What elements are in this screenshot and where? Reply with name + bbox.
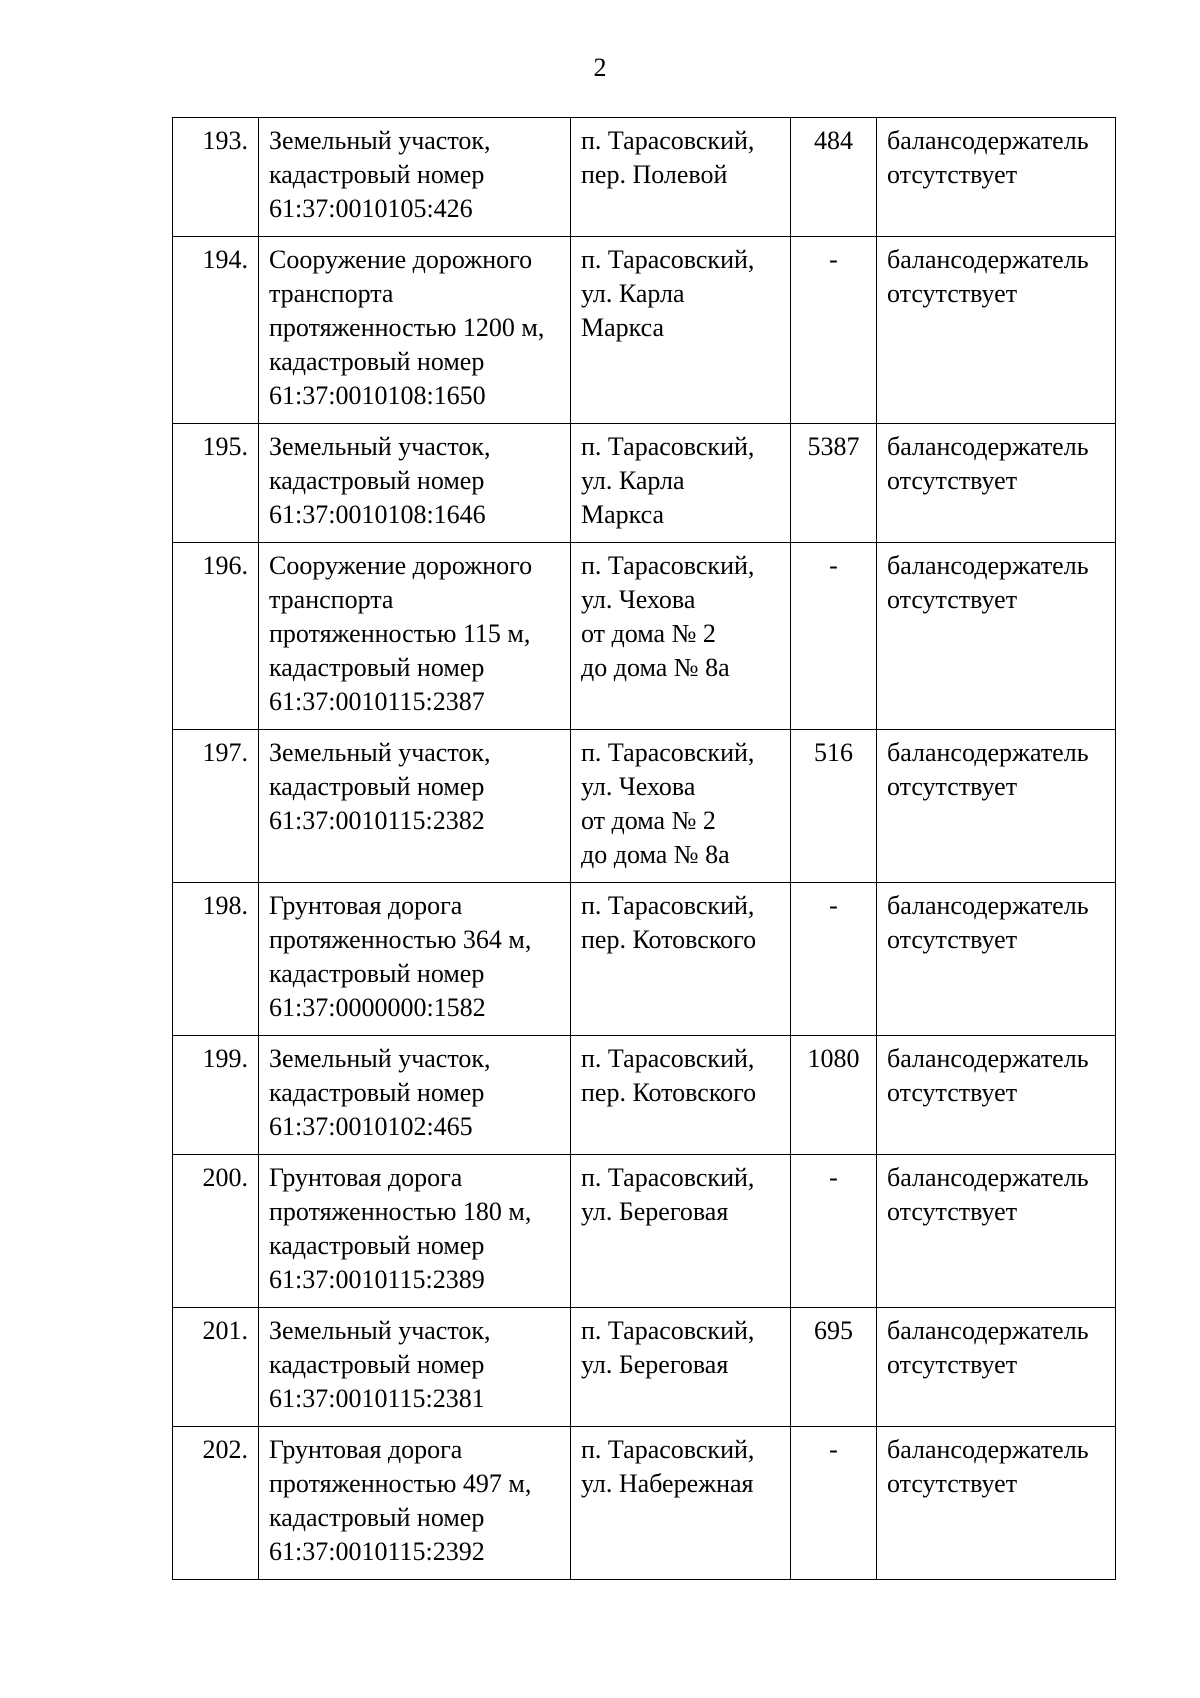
object-address [571, 883, 791, 1036]
balance-holder-line: отсутствует [887, 772, 1018, 801]
object-name-line: 61:37:0010102:465 [269, 1112, 473, 1141]
object-address-line: п. Тарасовский, [581, 432, 755, 461]
object-name-line: Земельный участок, [269, 432, 491, 461]
object-address-line: п. Тарасовский, [581, 891, 755, 920]
object-address-line: п. Тарасовский, [581, 1316, 755, 1345]
table-row [173, 543, 1116, 730]
object-name [259, 883, 571, 1036]
object-name-line: Грунтовая дорога [269, 1163, 463, 1192]
table-row [173, 424, 1116, 543]
object-name-line: 61:37:0010115:2389 [269, 1265, 485, 1294]
balance-holder-line: отсутствует [887, 279, 1018, 308]
table-row [173, 1036, 1116, 1155]
object-name-line: протяженностью 497 м, [269, 1469, 532, 1498]
object-area: - [791, 1155, 877, 1308]
object-name-line: Земельный участок, [269, 126, 491, 155]
balance-holder-line: балансодержатель [887, 738, 1089, 767]
balance-holder-line: балансодержатель [887, 245, 1089, 274]
object-address-line: п. Тарасовский, [581, 1044, 755, 1073]
row-number: 196. [173, 543, 259, 730]
object-address-line: пер. Полевой [581, 160, 728, 189]
object-name-line: протяженностью 115 м, [269, 619, 531, 648]
balance-holder-line: балансодержатель [887, 891, 1089, 920]
table-row [173, 237, 1116, 424]
object-area: 516 [791, 730, 877, 883]
object-name-line: кадастровый номер [269, 466, 485, 495]
row-number: 202. [173, 1427, 259, 1580]
object-address [571, 543, 791, 730]
balance-holder-line: балансодержатель [887, 1044, 1089, 1073]
object-name-line: транспорта [269, 279, 394, 308]
object-address [571, 1308, 791, 1427]
object-area: 484 [791, 118, 877, 237]
object-name-line: 61:37:0010115:2387 [269, 687, 485, 716]
table-row [173, 1308, 1116, 1427]
balance-holder-line: отсутствует [887, 466, 1018, 495]
balance-holder-line: отсутствует [887, 1078, 1018, 1107]
balance-holder-line: балансодержатель [887, 551, 1089, 580]
row-number: 201. [173, 1308, 259, 1427]
balance-holder [877, 543, 1116, 730]
object-name-line: кадастровый номер [269, 1078, 485, 1107]
object-address [571, 1427, 791, 1580]
object-area: 5387 [791, 424, 877, 543]
object-name [259, 424, 571, 543]
registry-table-body [173, 118, 1116, 1580]
object-address-line: ул. Береговая [581, 1197, 729, 1226]
object-address-line: п. Тарасовский, [581, 126, 755, 155]
object-name-line: протяженностью 364 м, [269, 925, 532, 954]
balance-holder [877, 424, 1116, 543]
row-number: 199. [173, 1036, 259, 1155]
object-name-line: Грунтовая дорога [269, 1435, 463, 1464]
object-area: - [791, 543, 877, 730]
object-address-line: пер. Котовского [581, 925, 757, 954]
balance-holder [877, 730, 1116, 883]
table-row [173, 1427, 1116, 1580]
object-address-line: п. Тарасовский, [581, 738, 755, 767]
object-name-line: протяженностью 180 м, [269, 1197, 532, 1226]
object-address-line: Маркса [581, 313, 665, 342]
row-number: 193. [173, 118, 259, 237]
property-registry-table [172, 117, 1116, 1580]
object-name [259, 118, 571, 237]
table-row [173, 730, 1116, 883]
balance-holder-line: балансодержатель [887, 1163, 1089, 1192]
object-address-line: ул. Карла [581, 466, 685, 495]
row-number: 198. [173, 883, 259, 1036]
object-address [571, 118, 791, 237]
balance-holder [877, 237, 1116, 424]
object-address-line: до дома № 8а [581, 840, 730, 869]
object-name [259, 543, 571, 730]
object-name-line: транспорта [269, 585, 394, 614]
balance-holder [877, 1036, 1116, 1155]
row-number: 200. [173, 1155, 259, 1308]
object-area: - [791, 1427, 877, 1580]
object-name-line: протяженностью 1200 м, [269, 313, 545, 342]
object-name-line: 61:37:0010115:2381 [269, 1384, 485, 1413]
object-area: - [791, 883, 877, 1036]
object-name-line: кадастровый номер [269, 1350, 485, 1379]
object-name-line: Сооружение дорожного [269, 245, 533, 274]
balance-holder [877, 118, 1116, 237]
object-address-line: ул. Карла [581, 279, 685, 308]
balance-holder [877, 1155, 1116, 1308]
object-name-line: Земельный участок, [269, 1316, 491, 1345]
balance-holder-line: отсутствует [887, 1350, 1018, 1379]
object-name-line: 61:37:0010115:2392 [269, 1537, 485, 1566]
row-number: 195. [173, 424, 259, 543]
object-area: - [791, 237, 877, 424]
object-address-line: от дома № 2 [581, 619, 716, 648]
object-address-line: п. Тарасовский, [581, 245, 755, 274]
object-name-line: кадастровый номер [269, 347, 485, 376]
object-address [571, 730, 791, 883]
balance-holder [877, 1427, 1116, 1580]
object-name-line: кадастровый номер [269, 772, 485, 801]
object-name-line: 61:37:0010115:2382 [269, 806, 485, 835]
object-name-line: 61:37:0010105:426 [269, 194, 473, 223]
object-name [259, 1427, 571, 1580]
object-name-line: Грунтовая дорога [269, 891, 463, 920]
balance-holder-line: отсутствует [887, 1197, 1018, 1226]
object-address [571, 1155, 791, 1308]
balance-holder-line: балансодержатель [887, 1435, 1089, 1464]
balance-holder-line: отсутствует [887, 925, 1018, 954]
object-name-line: 61:37:0010108:1650 [269, 381, 486, 410]
page-number: 2 [593, 53, 607, 82]
object-name-line: кадастровый номер [269, 1503, 485, 1532]
balance-holder [877, 883, 1116, 1036]
object-address-line: от дома № 2 [581, 806, 716, 835]
object-name-line: кадастровый номер [269, 160, 485, 189]
object-name-line: кадастровый номер [269, 653, 485, 682]
object-area: 695 [791, 1308, 877, 1427]
row-number: 197. [173, 730, 259, 883]
object-name [259, 1155, 571, 1308]
object-name [259, 237, 571, 424]
object-name-line: 61:37:0000000:1582 [269, 993, 486, 1022]
balance-holder [877, 1308, 1116, 1427]
object-name [259, 730, 571, 883]
object-address-line: ул. Набережная [581, 1469, 754, 1498]
balance-holder-line: отсутствует [887, 1469, 1018, 1498]
object-address [571, 237, 791, 424]
object-address [571, 1036, 791, 1155]
object-name [259, 1036, 571, 1155]
object-address-line: пер. Котовского [581, 1078, 757, 1107]
object-address-line: ул. Чехова [581, 585, 696, 614]
object-name-line: Земельный участок, [269, 1044, 491, 1073]
object-name-line: кадастровый номер [269, 1231, 485, 1260]
balance-holder-line: отсутствует [887, 585, 1018, 614]
object-address-line: ул. Чехова [581, 772, 696, 801]
balance-holder-line: балансодержатель [887, 432, 1089, 461]
object-address-line: Маркса [581, 500, 665, 529]
table-row [173, 883, 1116, 1036]
object-name-line: кадастровый номер [269, 959, 485, 988]
object-name-line: Земельный участок, [269, 738, 491, 767]
object-address-line: п. Тарасовский, [581, 1163, 755, 1192]
balance-holder-line: балансодержатель [887, 1316, 1089, 1345]
balance-holder-line: балансодержатель [887, 126, 1089, 155]
object-address-line: ул. Береговая [581, 1350, 729, 1379]
object-name-line: 61:37:0010108:1646 [269, 500, 486, 529]
object-area: 1080 [791, 1036, 877, 1155]
table-row [173, 1155, 1116, 1308]
object-address-line: п. Тарасовский, [581, 551, 755, 580]
object-address-line: до дома № 8а [581, 653, 730, 682]
table-row [173, 118, 1116, 237]
object-address-line: п. Тарасовский, [581, 1435, 755, 1464]
object-name-line: Сооружение дорожного [269, 551, 533, 580]
row-number: 194. [173, 237, 259, 424]
balance-holder-line: отсутствует [887, 160, 1018, 189]
object-address [571, 424, 791, 543]
object-name [259, 1308, 571, 1427]
